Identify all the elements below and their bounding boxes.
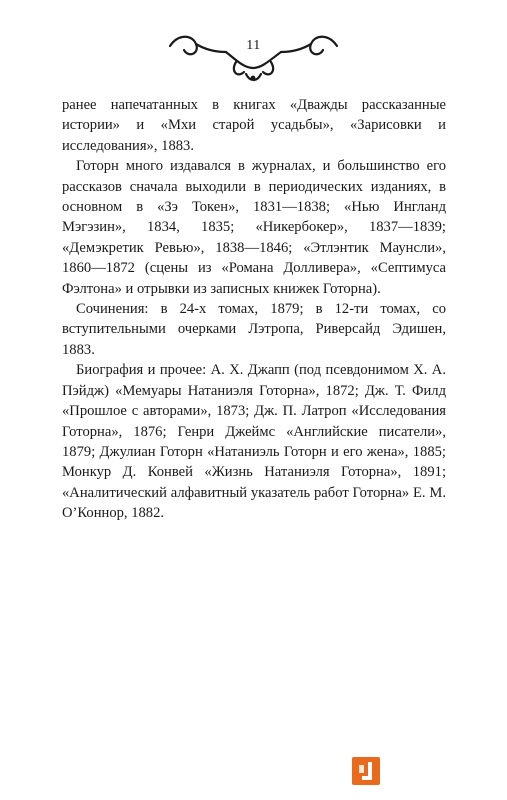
paragraph-continuation: ранее напечатанных в книгах «Дважды рассказанные истории» и «Мхи старой усадьбы», «Зарисовки и исследования», 1883.: [62, 97, 446, 154]
litres-logo-icon: [352, 757, 380, 785]
page-number: 11: [246, 38, 261, 53]
body-text: [62, 95, 446, 524]
flourish-ornament-icon: [0, 28, 507, 88]
paragraph-journals: Готорн много издавался в журналах, и большинство его рассказов сначала выходили в периодических изданиях, в основном в «Зэ Токен», 1831—1838; «Нью Ингланд Мэгэзин», 1834, 1835; «Никербокер», 1837—1839; «Демэкретик Ревью», 1838—1846; «Этлэнтик Маунсли», 1860—1872 (сцены из «Романа Долливера», «Септимуса Фэлтона» и отрывки из записных книжек Готорна).: [62, 158, 446, 297]
paragraph-works: Сочинения: в 24-х томах, 1879; в 12-ти томах, со вступительными очерками Лэтропа, Риверсайд Эдишен, 1883.: [62, 301, 446, 358]
paragraph-biography: Биография и прочее: А. Х. Джапп (под псевдонимом Х. А. Пэйдж) «Мемуары Натаниэля Готорна», 1872; Дж. Т. Филд «Прошлое с авторами», 1873; Дж. П. Латроп «Исследования Готорна», 1876; Генри Джеймс «Английские писатели», 1879; Джулиан Готорн «Натаниэль Готорн и его жена», 1885; Монкур Д. Конвей «Жизнь Натаниэля Готорна», 1891; «Аналитический алфавитный указатель работ Готорна» Е. М. О’Коннор, 1882.: [62, 362, 446, 522]
page-header: [0, 28, 507, 88]
